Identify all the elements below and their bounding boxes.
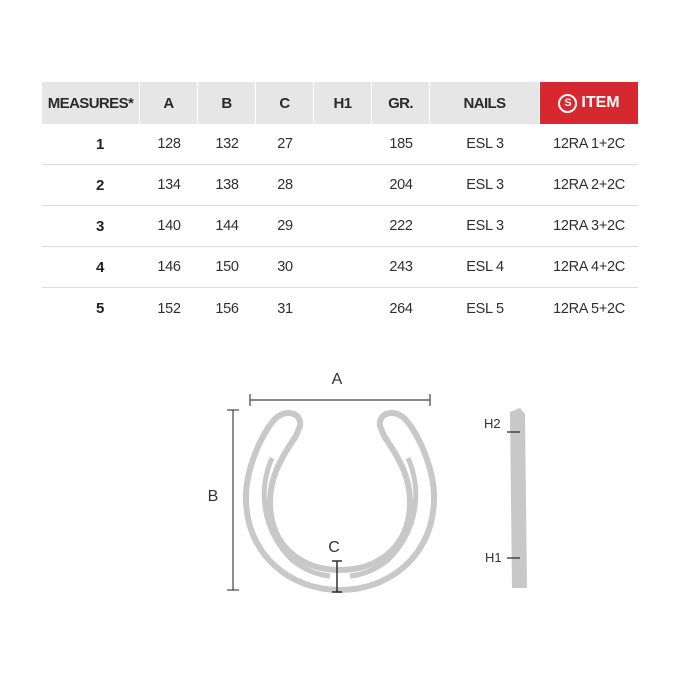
cell-a: 134: [157, 177, 181, 193]
cell-a: 140: [157, 218, 181, 234]
label-b: B: [207, 488, 219, 505]
cell-c: 31: [277, 300, 293, 317]
header-h1: H1: [314, 82, 372, 124]
cell-nails: ESL 3: [466, 218, 504, 234]
label-h1: H1: [485, 550, 502, 565]
cell-item: 12RA 2+2C: [553, 177, 625, 193]
cell-nails: ESL 3: [466, 136, 504, 152]
label-a: A: [331, 371, 343, 388]
header-item-label: ITEM: [581, 94, 620, 111]
cell-c: 28: [277, 177, 293, 193]
cell-b: 144: [215, 218, 239, 234]
cell-b: 156: [215, 300, 239, 317]
cell-a: 146: [157, 259, 181, 275]
cell-size: 3: [95, 217, 105, 235]
cell-a: 152: [157, 300, 181, 317]
cell-size: 1: [95, 135, 105, 153]
cell-gr: 222: [389, 218, 413, 234]
cell-gr: 264: [389, 300, 413, 317]
cell-size: 2: [95, 176, 105, 194]
cell-nails: ESL 5: [466, 300, 504, 317]
cell-c: 29: [277, 218, 293, 234]
cell-b: 132: [215, 136, 239, 152]
cell-item: 12RA 5+2C: [553, 300, 625, 317]
cell-item: 12RA 4+2C: [553, 259, 625, 275]
cell-size: 5: [95, 300, 105, 317]
horseshoe-shape: [246, 413, 434, 590]
cell-nails: ESL 3: [466, 177, 504, 193]
cell-size: 4: [95, 258, 105, 276]
cell-gr: 243: [389, 259, 413, 275]
header-measures: MEASURES*: [42, 82, 140, 124]
cell-a: 128: [157, 136, 181, 152]
cell-gr: 185: [389, 136, 413, 152]
cell-b: 150: [215, 259, 239, 275]
cell-gr: 204: [389, 177, 413, 193]
brand-logo-icon: S: [558, 94, 577, 113]
cell-nails: ESL 4: [466, 259, 504, 275]
label-c: C: [328, 539, 340, 556]
header-c: C: [256, 82, 314, 124]
cell-b: 138: [215, 177, 239, 193]
cell-c: 27: [277, 136, 293, 152]
header-gr: GR.: [372, 82, 430, 124]
side-profile-shape: [510, 408, 527, 588]
cell-c: 30: [277, 259, 293, 275]
cell-item: 12RA 1+2C: [553, 136, 625, 152]
header-b: B: [198, 82, 256, 124]
header-nails: NAILS: [430, 82, 540, 124]
label-h2: H2: [484, 416, 501, 431]
cell-item: 12RA 3+2C: [553, 218, 625, 234]
header-a: A: [140, 82, 198, 124]
